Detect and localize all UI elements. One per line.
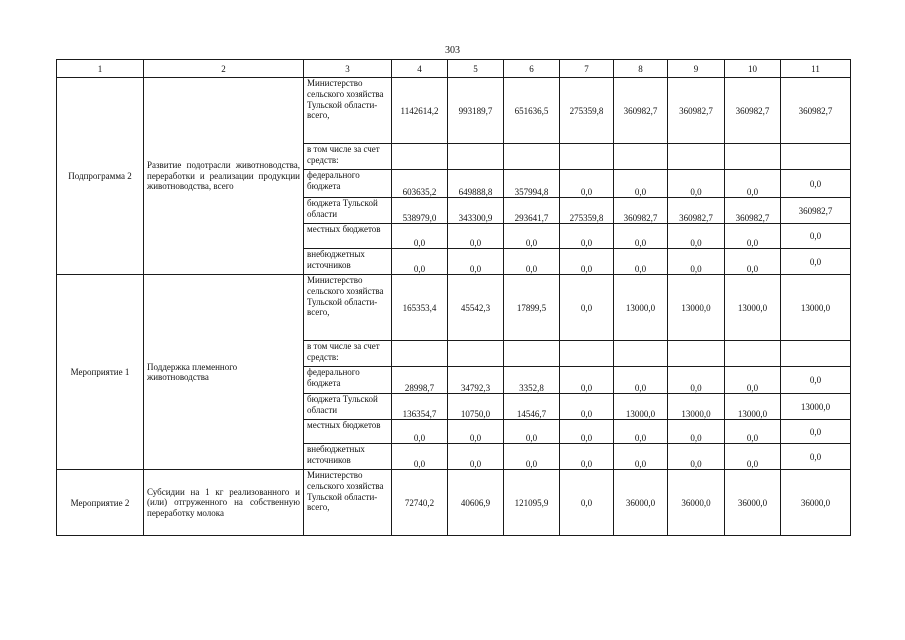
value-cell: 0,0 xyxy=(560,470,614,536)
value-cell: 36000,0 xyxy=(781,470,851,536)
value-cell: 0,0 xyxy=(504,249,560,275)
value-cell: 0,0 xyxy=(725,170,781,198)
value-cell: 0,0 xyxy=(725,420,781,444)
value-cell: 0,0 xyxy=(560,444,614,470)
value-cell xyxy=(560,341,614,367)
value-cell: 0,0 xyxy=(560,249,614,275)
value-cell: 0,0 xyxy=(560,170,614,198)
value-cell: 0,0 xyxy=(668,224,725,249)
column-number: 6 xyxy=(504,60,560,78)
value-cell: 0,0 xyxy=(725,444,781,470)
program-name: Мероприятие 2 xyxy=(57,470,144,536)
funding-source: внебюджетных источников xyxy=(304,444,392,470)
funding-source: Министерство сельского хозяйства Тульской области-всего, xyxy=(304,275,392,341)
value-cell: 275359,8 xyxy=(560,198,614,224)
value-cell: 0,0 xyxy=(614,420,668,444)
value-cell: 0,0 xyxy=(614,367,668,394)
value-cell: 36000,0 xyxy=(725,470,781,536)
value-cell: 0,0 xyxy=(781,249,851,275)
column-number: 11 xyxy=(781,60,851,78)
value-cell xyxy=(725,144,781,170)
value-cell: 34792,3 xyxy=(448,367,504,394)
funding-source: федерального бюджета xyxy=(304,367,392,394)
value-cell xyxy=(668,144,725,170)
value-cell: 275359,8 xyxy=(560,78,614,144)
value-cell: 28998,7 xyxy=(392,367,448,394)
value-cell: 0,0 xyxy=(392,224,448,249)
value-cell: 0,0 xyxy=(392,420,448,444)
funding-source: Министерство сельского хозяйства Тульской области-всего, xyxy=(304,78,392,144)
value-cell xyxy=(781,144,851,170)
value-cell: 0,0 xyxy=(668,367,725,394)
value-cell: 603635,2 xyxy=(392,170,448,198)
value-cell: 0,0 xyxy=(781,420,851,444)
value-cell: 0,0 xyxy=(614,224,668,249)
budget-table xyxy=(56,59,851,536)
value-cell: 360982,7 xyxy=(668,78,725,144)
value-cell: 0,0 xyxy=(560,275,614,341)
funding-source: федерального бюджета xyxy=(304,170,392,198)
value-cell: 36000,0 xyxy=(614,470,668,536)
value-cell xyxy=(725,341,781,367)
value-cell: 0,0 xyxy=(504,224,560,249)
value-cell: 0,0 xyxy=(448,444,504,470)
value-cell: 0,0 xyxy=(725,224,781,249)
value-cell: 0,0 xyxy=(448,420,504,444)
program-title: Развитие подотрасли животноводства, переработки и реализации продукции животноводства, всего xyxy=(144,78,304,275)
value-cell xyxy=(504,144,560,170)
value-cell: 0,0 xyxy=(560,394,614,420)
value-cell: 0,0 xyxy=(668,420,725,444)
value-cell: 13000,0 xyxy=(725,275,781,341)
column-number: 5 xyxy=(448,60,504,78)
column-number: 8 xyxy=(614,60,668,78)
value-cell xyxy=(668,341,725,367)
value-cell: 0,0 xyxy=(560,224,614,249)
value-cell: 0,0 xyxy=(504,444,560,470)
value-cell: 0,0 xyxy=(781,224,851,249)
value-cell: 649888,8 xyxy=(448,170,504,198)
column-number: 7 xyxy=(560,60,614,78)
column-number: 10 xyxy=(725,60,781,78)
value-cell: 360982,7 xyxy=(668,198,725,224)
column-number: 4 xyxy=(392,60,448,78)
value-cell: 13000,0 xyxy=(781,394,851,420)
value-cell: 13000,0 xyxy=(614,394,668,420)
funding-source: внебюджетных источников xyxy=(304,249,392,275)
program-name: Подпрограмма 2 xyxy=(57,78,144,275)
value-cell: 0,0 xyxy=(725,249,781,275)
value-cell: 1142614,2 xyxy=(392,78,448,144)
program-name: Мероприятие 1 xyxy=(57,275,144,470)
table-row xyxy=(57,275,851,341)
funding-source: в том числе за счет средств: xyxy=(304,341,392,367)
value-cell: 0,0 xyxy=(560,420,614,444)
value-cell: 121095,9 xyxy=(504,470,560,536)
value-cell xyxy=(392,144,448,170)
value-cell: 360982,7 xyxy=(725,198,781,224)
table-row xyxy=(57,470,851,536)
value-cell: 538979,0 xyxy=(392,198,448,224)
value-cell: 360982,7 xyxy=(725,78,781,144)
value-cell: 0,0 xyxy=(614,249,668,275)
value-cell: 360982,7 xyxy=(781,78,851,144)
value-cell: 136354,7 xyxy=(392,394,448,420)
value-cell xyxy=(448,144,504,170)
value-cell: 0,0 xyxy=(392,444,448,470)
value-cell: 13000,0 xyxy=(781,275,851,341)
value-cell: 0,0 xyxy=(614,444,668,470)
program-title: Субсидии на 1 кг реализованного и (или) отгруженного на собственную переработку молока xyxy=(144,470,304,536)
value-cell: 0,0 xyxy=(668,444,725,470)
value-cell xyxy=(781,341,851,367)
value-cell: 13000,0 xyxy=(668,394,725,420)
value-cell xyxy=(448,341,504,367)
funding-source: Министерство сельского хозяйства Тульской области-всего, xyxy=(304,470,392,536)
program-title: Поддержка племенного животноводства xyxy=(144,275,304,470)
value-cell xyxy=(504,341,560,367)
value-cell: 36000,0 xyxy=(668,470,725,536)
value-cell: 343300,9 xyxy=(448,198,504,224)
value-cell: 72740,2 xyxy=(392,470,448,536)
value-cell: 13000,0 xyxy=(668,275,725,341)
value-cell: 0,0 xyxy=(560,367,614,394)
table-row xyxy=(57,78,851,144)
value-cell: 3352,8 xyxy=(504,367,560,394)
column-number: 1 xyxy=(57,60,144,78)
value-cell: 651636,5 xyxy=(504,78,560,144)
value-cell: 13000,0 xyxy=(614,275,668,341)
value-cell: 0,0 xyxy=(781,444,851,470)
column-number: 3 xyxy=(304,60,392,78)
value-cell: 0,0 xyxy=(781,170,851,198)
value-cell: 0,0 xyxy=(668,170,725,198)
value-cell: 0,0 xyxy=(448,224,504,249)
value-cell: 17899,5 xyxy=(504,275,560,341)
value-cell xyxy=(392,341,448,367)
column-number-row xyxy=(57,60,851,78)
column-number: 9 xyxy=(668,60,725,78)
funding-source: бюджета Тульской области xyxy=(304,394,392,420)
value-cell: 360982,7 xyxy=(614,198,668,224)
value-cell: 40606,9 xyxy=(448,470,504,536)
value-cell xyxy=(614,144,668,170)
value-cell: 0,0 xyxy=(668,249,725,275)
value-cell: 357994,8 xyxy=(504,170,560,198)
funding-source: местных бюджетов xyxy=(304,420,392,444)
value-cell: 360982,7 xyxy=(614,78,668,144)
value-cell: 10750,0 xyxy=(448,394,504,420)
value-cell: 13000,0 xyxy=(725,394,781,420)
value-cell: 14546,7 xyxy=(504,394,560,420)
value-cell: 0,0 xyxy=(392,249,448,275)
value-cell: 293641,7 xyxy=(504,198,560,224)
value-cell: 0,0 xyxy=(725,367,781,394)
column-number: 2 xyxy=(144,60,304,78)
value-cell: 0,0 xyxy=(504,420,560,444)
funding-source: в том числе за счет средств: xyxy=(304,144,392,170)
value-cell: 360982,7 xyxy=(781,198,851,224)
value-cell: 0,0 xyxy=(781,367,851,394)
funding-source: бюджета Тульской области xyxy=(304,198,392,224)
value-cell: 0,0 xyxy=(448,249,504,275)
value-cell: 0,0 xyxy=(614,170,668,198)
value-cell xyxy=(614,341,668,367)
value-cell: 45542,3 xyxy=(448,275,504,341)
value-cell: 993189,7 xyxy=(448,78,504,144)
value-cell: 165353,4 xyxy=(392,275,448,341)
funding-source: местных бюджетов xyxy=(304,224,392,249)
value-cell xyxy=(560,144,614,170)
page-number: 303 xyxy=(445,45,460,56)
